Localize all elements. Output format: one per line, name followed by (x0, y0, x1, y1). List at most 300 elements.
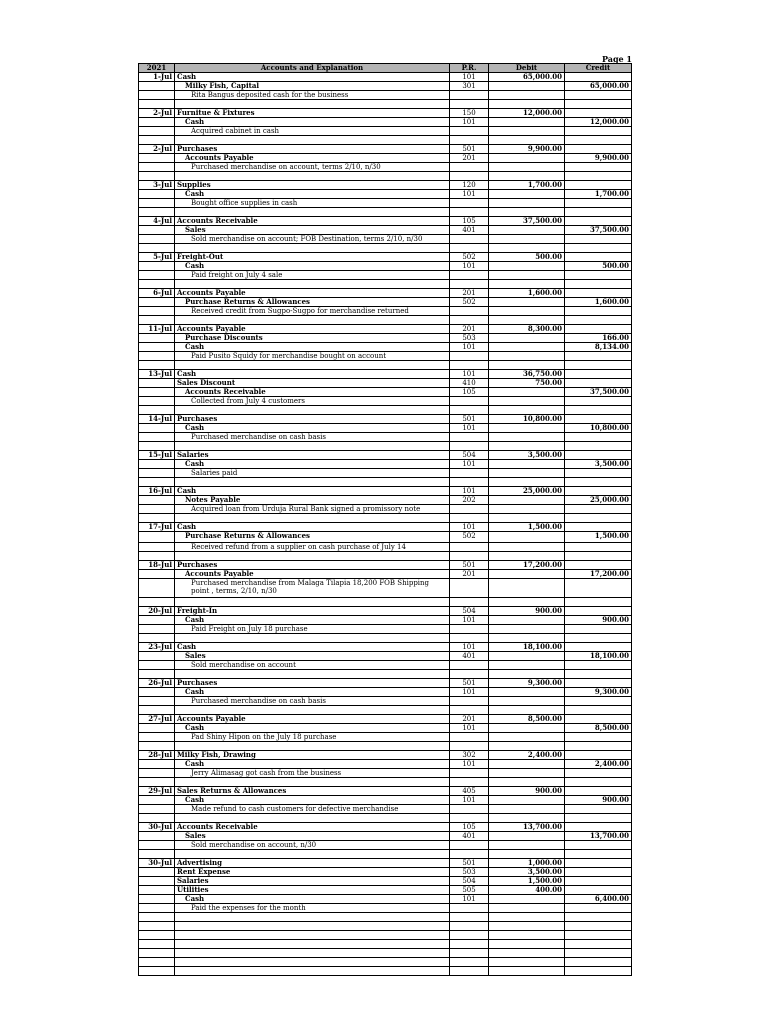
debit-cell (489, 100, 565, 109)
account-cell: Jerry Alimasag got cash from the business (175, 769, 450, 778)
debit-cell (489, 316, 565, 325)
debit-cell (489, 769, 565, 778)
pr-cell (450, 307, 489, 316)
account-cell: Purchases (175, 415, 450, 424)
pr-header: P.R. (450, 64, 489, 73)
pr-cell (450, 850, 489, 859)
date-cell (139, 886, 175, 895)
date-cell (139, 226, 175, 235)
credit-cell (565, 561, 632, 570)
account-cell: Milky Fish, Capital (175, 82, 450, 91)
date-cell: 17-Jul (139, 523, 175, 532)
table-row (139, 487, 632, 496)
credit-cell (565, 514, 632, 523)
date-cell (139, 904, 175, 913)
account-cell: Cash (175, 523, 450, 532)
pr-cell (450, 742, 489, 751)
credit-cell (565, 127, 632, 136)
account-cell: Received credit from Sugpo-Sugpo for merchandise returned (175, 307, 450, 316)
table-row (139, 352, 632, 361)
credit-cell (565, 442, 632, 451)
table-row (139, 886, 632, 895)
debit-cell: 2,400.00 (489, 751, 565, 760)
debit-cell: 1,700.00 (489, 181, 565, 190)
credit-cell: 3,500.00 (565, 460, 632, 469)
credit-cell (565, 850, 632, 859)
credit-cell (565, 109, 632, 118)
credit-cell (565, 505, 632, 514)
credit-cell (565, 886, 632, 895)
account-cell: Cash (175, 895, 450, 904)
pr-cell: 501 (450, 859, 489, 868)
table-row (139, 307, 632, 316)
credit-cell (565, 181, 632, 190)
date-cell (139, 514, 175, 523)
table-row (139, 958, 632, 967)
debit-cell (489, 552, 565, 561)
date-cell (139, 742, 175, 751)
table-row (139, 814, 632, 823)
pr-cell (450, 361, 489, 370)
debit-header: Debit (489, 64, 565, 73)
credit-cell (565, 235, 632, 244)
pr-cell: 503 (450, 334, 489, 343)
date-cell (139, 100, 175, 109)
credit-cell (565, 877, 632, 886)
account-cell: Acquired cabinet in cash (175, 127, 450, 136)
pr-cell: 401 (450, 226, 489, 235)
account-cell (175, 634, 450, 643)
credit-cell: 10,800.00 (565, 424, 632, 433)
table-row (139, 859, 632, 868)
date-cell: 30-Jul (139, 859, 175, 868)
credit-cell (565, 451, 632, 460)
account-cell: Cash (175, 796, 450, 805)
pr-cell (450, 904, 489, 913)
pr-cell: 101 (450, 796, 489, 805)
table-row (139, 199, 632, 208)
table-row (139, 634, 632, 643)
pr-cell (450, 397, 489, 406)
pr-cell: 105 (450, 823, 489, 832)
table-row (139, 100, 632, 109)
date-cell (139, 778, 175, 787)
credit-cell (565, 778, 632, 787)
pr-cell (450, 91, 489, 100)
date-cell (139, 172, 175, 181)
header-row (139, 64, 632, 73)
pr-cell (450, 958, 489, 967)
date-cell (139, 922, 175, 931)
account-cell: Cash (175, 370, 450, 379)
date-cell: 30-Jul (139, 823, 175, 832)
debit-cell: 900.00 (489, 607, 565, 616)
table-row (139, 478, 632, 487)
table-row (139, 625, 632, 634)
credit-cell: 12,000.00 (565, 118, 632, 127)
credit-cell (565, 280, 632, 289)
date-cell (139, 895, 175, 904)
date-cell: 18-Jul (139, 561, 175, 570)
table-row (139, 661, 632, 670)
date-cell (139, 298, 175, 307)
credit-cell: 1,700.00 (565, 190, 632, 199)
table-row (139, 697, 632, 706)
debit-cell: 8,500.00 (489, 715, 565, 724)
debit-cell: 65,000.00 (489, 73, 565, 82)
credit-cell (565, 199, 632, 208)
pr-cell: 201 (450, 289, 489, 298)
pr-cell (450, 634, 489, 643)
pr-cell: 201 (450, 715, 489, 724)
credit-cell: 900.00 (565, 796, 632, 805)
pr-cell: 101 (450, 190, 489, 199)
debit-cell: 25,000.00 (489, 487, 565, 496)
pr-cell (450, 127, 489, 136)
table-row (139, 154, 632, 163)
debit-cell (489, 469, 565, 478)
credit-cell (565, 469, 632, 478)
account-cell (175, 742, 450, 751)
debit-cell: 500.00 (489, 253, 565, 262)
account-cell (175, 778, 450, 787)
date-cell (139, 805, 175, 814)
pr-cell: 501 (450, 145, 489, 154)
pr-cell: 101 (450, 424, 489, 433)
debit-cell (489, 949, 565, 958)
credit-cell (565, 379, 632, 388)
account-cell (175, 670, 450, 679)
account-cell: Purchased merchandise on cash basis (175, 433, 450, 442)
date-cell: 16-Jul (139, 487, 175, 496)
table-row (139, 181, 632, 190)
table-row (139, 244, 632, 253)
table-row (139, 280, 632, 289)
debit-cell: 1,000.00 (489, 859, 565, 868)
table-row (139, 136, 632, 145)
table-row (139, 271, 632, 280)
debit-cell (489, 136, 565, 145)
credit-cell (565, 967, 632, 976)
credit-cell (565, 670, 632, 679)
account-cell: Rent Expense (175, 868, 450, 877)
account-cell: Bought office supplies in cash (175, 199, 450, 208)
table-row (139, 532, 632, 543)
account-cell: Purchase Returns & Allowances (175, 298, 450, 307)
table-row (139, 598, 632, 607)
debit-cell (489, 199, 565, 208)
date-cell (139, 82, 175, 91)
table-row (139, 733, 632, 742)
account-cell (175, 136, 450, 145)
table-row (139, 832, 632, 841)
pr-cell: 501 (450, 679, 489, 688)
date-cell (139, 706, 175, 715)
table-row (139, 607, 632, 616)
account-cell (175, 208, 450, 217)
table-row (139, 325, 632, 334)
table-row (139, 460, 632, 469)
account-cell: Sales Returns & Allowances (175, 787, 450, 796)
debit-cell (489, 388, 565, 397)
date-cell (139, 343, 175, 352)
credit-cell (565, 913, 632, 922)
pr-cell: 101 (450, 643, 489, 652)
debit-cell (489, 796, 565, 805)
pr-cell (450, 697, 489, 706)
credit-cell: 25,000.00 (565, 496, 632, 505)
pr-cell: 201 (450, 570, 489, 579)
account-cell: Accounts Payable (175, 289, 450, 298)
table-row (139, 226, 632, 235)
debit-cell: 9,300.00 (489, 679, 565, 688)
table-row (139, 643, 632, 652)
pr-cell: 101 (450, 688, 489, 697)
pr-cell: 405 (450, 787, 489, 796)
table-row (139, 442, 632, 451)
account-cell: Supplies (175, 181, 450, 190)
pr-cell (450, 706, 489, 715)
debit-cell (489, 967, 565, 976)
table-row (139, 190, 632, 199)
account-cell: Made refund to cash customers for defective merchandise (175, 805, 450, 814)
credit-cell (565, 742, 632, 751)
table-row (139, 850, 632, 859)
date-cell (139, 688, 175, 697)
account-cell: Cash (175, 460, 450, 469)
date-cell: 5-Jul (139, 253, 175, 262)
debit-cell (489, 478, 565, 487)
date-cell (139, 163, 175, 172)
date-cell (139, 850, 175, 859)
date-cell: 29-Jul (139, 787, 175, 796)
debit-cell (489, 307, 565, 316)
table-row (139, 406, 632, 415)
pr-cell: 120 (450, 181, 489, 190)
pr-cell: 410 (450, 379, 489, 388)
pr-cell (450, 778, 489, 787)
debit-cell (489, 570, 565, 579)
table-row (139, 334, 632, 343)
pr-cell: 101 (450, 724, 489, 733)
pr-cell: 101 (450, 523, 489, 532)
account-cell: Cash (175, 190, 450, 199)
table-row (139, 922, 632, 931)
date-cell (139, 877, 175, 886)
pr-cell: 401 (450, 832, 489, 841)
pr-cell (450, 931, 489, 940)
table-row (139, 688, 632, 697)
pr-cell (450, 469, 489, 478)
account-cell: Accounts Receivable (175, 217, 450, 226)
table-row (139, 316, 632, 325)
pr-cell: 502 (450, 253, 489, 262)
table-row (139, 379, 632, 388)
pr-cell: 101 (450, 370, 489, 379)
debit-cell (489, 226, 565, 235)
date-cell (139, 199, 175, 208)
credit-cell (565, 145, 632, 154)
debit-cell (489, 661, 565, 670)
date-cell: 27-Jul (139, 715, 175, 724)
table-row (139, 451, 632, 460)
debit-cell (489, 334, 565, 343)
date-cell (139, 244, 175, 253)
pr-cell: 150 (450, 109, 489, 118)
credit-cell (565, 100, 632, 109)
pr-cell: 504 (450, 877, 489, 886)
pr-cell: 101 (450, 118, 489, 127)
debit-cell: 750.00 (489, 379, 565, 388)
credit-cell (565, 73, 632, 82)
debit-cell (489, 904, 565, 913)
date-cell (139, 733, 175, 742)
pr-cell (450, 922, 489, 931)
credit-cell: 166.00 (565, 334, 632, 343)
table-row (139, 424, 632, 433)
account-cell (175, 406, 450, 415)
debit-cell (489, 163, 565, 172)
debit-cell (489, 460, 565, 469)
credit-cell (565, 244, 632, 253)
credit-cell (565, 543, 632, 552)
table-row (139, 235, 632, 244)
debit-cell (489, 343, 565, 352)
account-cell: Accounts Payable (175, 325, 450, 334)
table-row (139, 652, 632, 661)
date-cell (139, 598, 175, 607)
table-row (139, 172, 632, 181)
date-cell (139, 832, 175, 841)
pr-cell: 101 (450, 760, 489, 769)
year-header: 2021 (139, 64, 175, 73)
pr-cell (450, 478, 489, 487)
debit-cell (489, 733, 565, 742)
debit-cell: 1,500.00 (489, 877, 565, 886)
debit-cell (489, 760, 565, 769)
account-cell (175, 706, 450, 715)
date-cell (139, 814, 175, 823)
debit-cell (489, 244, 565, 253)
account-cell: Cash (175, 424, 450, 433)
debit-cell (489, 361, 565, 370)
account-cell (175, 514, 450, 523)
pr-cell: 101 (450, 262, 489, 271)
pr-cell (450, 543, 489, 552)
pr-cell (450, 949, 489, 958)
account-cell: Cash (175, 262, 450, 271)
credit-cell: 13,700.00 (565, 832, 632, 841)
account-cell: Paid the expenses for the month (175, 904, 450, 913)
table-row (139, 760, 632, 769)
credit-cell (565, 316, 632, 325)
date-cell (139, 543, 175, 552)
table-row (139, 742, 632, 751)
date-cell: 3-Jul (139, 181, 175, 190)
debit-cell (489, 841, 565, 850)
date-cell (139, 91, 175, 100)
table-row (139, 913, 632, 922)
debit-cell (489, 652, 565, 661)
page-number: Page 1 (601, 54, 632, 64)
account-cell: Sold merchandise on account, n/30 (175, 841, 450, 850)
table-row (139, 505, 632, 514)
table-row (139, 724, 632, 733)
credit-cell: 1,500.00 (565, 532, 632, 543)
credit-cell (565, 625, 632, 634)
pr-cell (450, 442, 489, 451)
date-cell (139, 154, 175, 163)
credit-cell: 1,600.00 (565, 298, 632, 307)
account-cell (175, 958, 450, 967)
table-row (139, 787, 632, 796)
pr-cell (450, 913, 489, 922)
table-row (139, 778, 632, 787)
account-cell (175, 931, 450, 940)
pr-cell: 502 (450, 532, 489, 543)
credit-cell: 37,500.00 (565, 388, 632, 397)
debit-cell (489, 742, 565, 751)
date-cell (139, 913, 175, 922)
pr-cell (450, 598, 489, 607)
account-cell: Advertising (175, 859, 450, 868)
date-cell (139, 190, 175, 199)
account-cell: Milky Fish, Drawing (175, 751, 450, 760)
account-cell: Acquired loan from Urduja Rural Bank signed a promissory note (175, 505, 450, 514)
table-row (139, 895, 632, 904)
table-row (139, 949, 632, 958)
credit-cell (565, 325, 632, 334)
pr-cell: 302 (450, 751, 489, 760)
debit-cell: 12,000.00 (489, 109, 565, 118)
credit-header: Credit (565, 64, 632, 73)
account-cell: Cash (175, 760, 450, 769)
pr-cell (450, 514, 489, 523)
date-cell (139, 634, 175, 643)
account-cell: Cash (175, 724, 450, 733)
date-cell (139, 208, 175, 217)
account-cell: Salaries paid (175, 469, 450, 478)
date-cell (139, 958, 175, 967)
credit-cell (565, 552, 632, 561)
credit-cell (565, 904, 632, 913)
pr-cell (450, 208, 489, 217)
account-cell: Cash (175, 616, 450, 625)
date-cell (139, 136, 175, 145)
table-row (139, 217, 632, 226)
debit-cell (489, 442, 565, 451)
date-cell (139, 307, 175, 316)
credit-cell (565, 805, 632, 814)
credit-cell (565, 415, 632, 424)
account-cell: Purchase Discounts (175, 334, 450, 343)
credit-cell: 9,900.00 (565, 154, 632, 163)
debit-cell (489, 913, 565, 922)
date-cell (139, 931, 175, 940)
pr-cell: 401 (450, 652, 489, 661)
pr-cell (450, 136, 489, 145)
debit-cell (489, 433, 565, 442)
journal-body (139, 73, 632, 976)
credit-cell (565, 136, 632, 145)
date-cell: 1-Jul (139, 73, 175, 82)
date-cell (139, 460, 175, 469)
table-row (139, 616, 632, 625)
account-cell (175, 172, 450, 181)
credit-cell: 900.00 (565, 616, 632, 625)
debit-cell (489, 814, 565, 823)
pr-cell (450, 940, 489, 949)
